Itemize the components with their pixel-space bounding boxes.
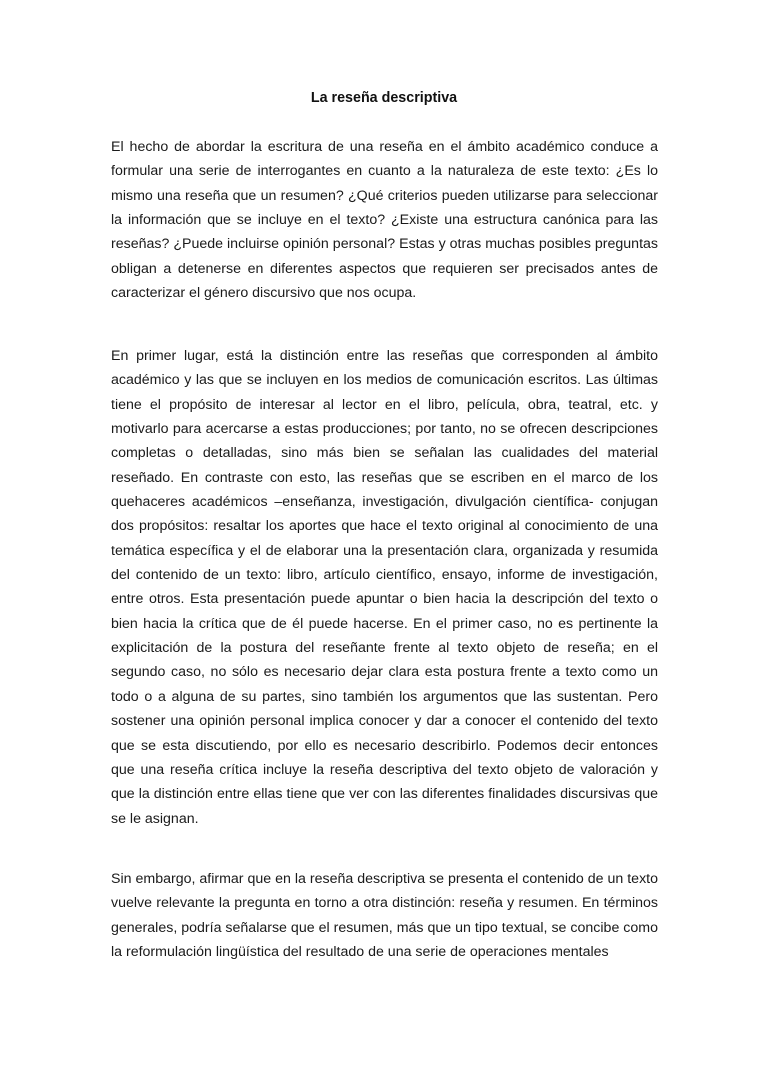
document-title: La reseña descriptiva (310, 90, 458, 106)
paragraph-summary: Sin embargo, afirmar que en la reseña descriptiva se presenta el contenido de un texto vuelve relevante la pregunta en torno a otra distinción: reseña y resumen. En términos generales, podría señalarse que el resumen, más que un tipo textual, se concibe como la reformulación lingüística del resultado de una serie de operaciones mentales (111, 871, 658, 961)
paragraph-distinction: En primer lugar, está la distinción entre las reseñas que corresponden al ámbito académico y las que se incluyen en los medios de comunicación escritos. Las últimas tiene el propósito de interesar al lector en el libro, película, obra, teatral, etc. y motivarlo para acercarse a estas producciones; por tanto, no se ofrecen descripciones completas o detalladas, sino más bien se señalan las cualidades del material reseñado. En contraste con esto, las reseñas que se escriben en el marco de los quehaceres académicos –enseñanza, investigación, divulgación científica- conjugan dos propósitos: resaltar los aportes que hace el texto original al conocimiento de una temática específica y el de elaborar una la presentación clara, organizada y resumida del contenido de un texto: libro, artículo científico, ensayo, informe de investigación, entre otros. Esta presentación puede apuntar o bien hacia la descripción del texto o bien hacia la crítica que de él puede hacerse. En el primer caso, no es pertinente la explicitación de la postura del reseñante frente al texto objeto de reseña; en el segundo caso, no sólo es necesario dejar clara esta postura frente a texto como un todo o a alguna de su partes, sino también los argumentos que las sustentan. Pero sostener una opinión personal implica conocer y dar a conocer el contenido del texto que se esta discutiendo, por ello es necesario describirlo. Podemos decir entonces que una reseña crítica incluye la reseña descriptiva del texto objeto de valoración y que la distinción entre ellas tiene que ver con las diferentes finalidades discursivas que se le asignan. (111, 348, 658, 827)
paragraph-intro: El hecho de abordar la escritura de una reseña en el ámbito académico conduce a formular una serie de interrogantes en cuanto a la naturaleza de este texto: ¿Es lo mismo una reseña que un resumen? ¿Qué criterios pueden utilizarse para seleccionar la información que se incluye en el texto? ¿Existe una estructura canónica para las reseñas? ¿Puede incluirse opinión personal? Estas y otras muchas posibles preguntas obligan a detenerse en diferentes aspectos que requieren ser precisados antes de caracterizar el género discursivo que nos ocupa. (111, 139, 658, 302)
